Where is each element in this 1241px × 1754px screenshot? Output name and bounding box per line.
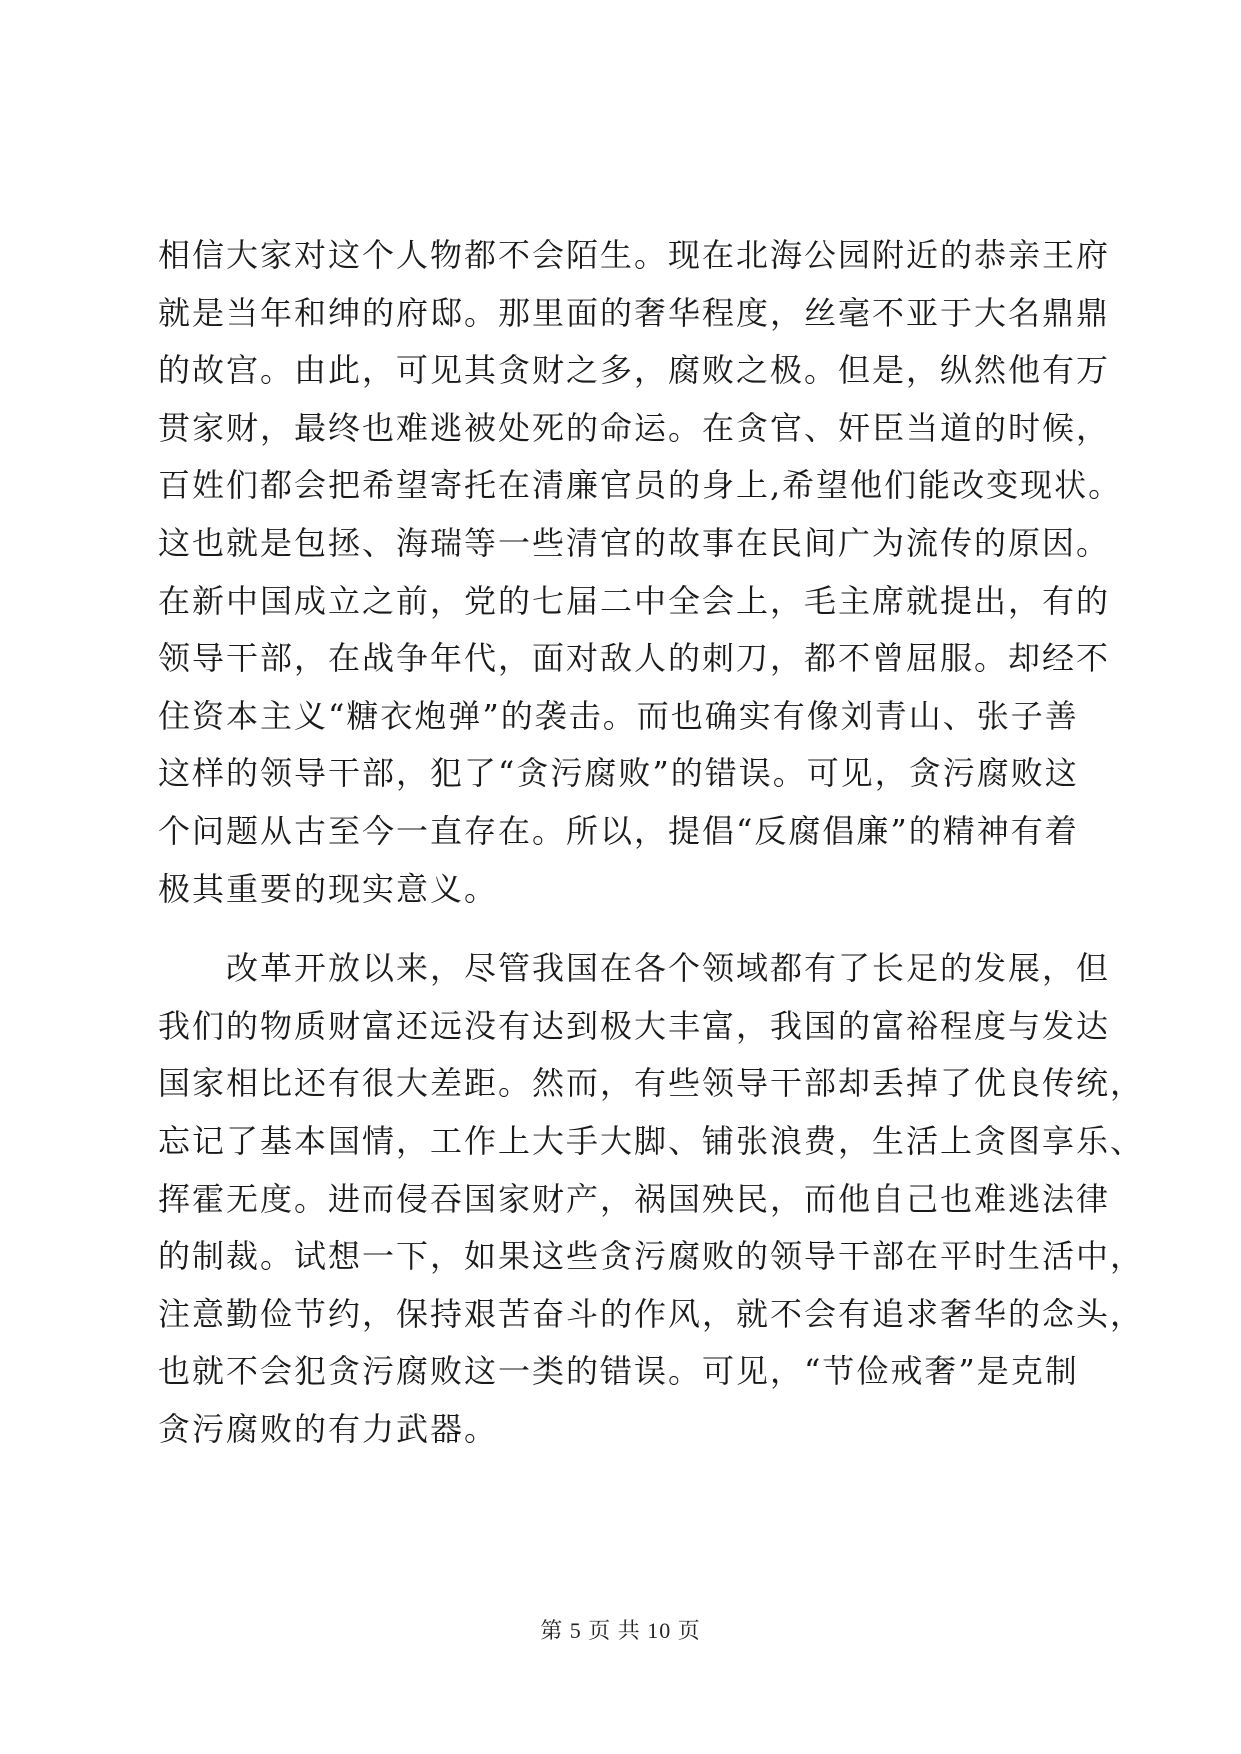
text-line: 挥霍无度。进而侵吞国家财产，祸国殃民，而他自己也难逃法律 bbox=[158, 1179, 1111, 1218]
text-line: 的制裁。试想一下，如果这些贪污腐败的领导干部在平时生活中， bbox=[158, 1237, 1145, 1276]
text-line: 领导干部，在战争年代，面对敌人的刺刀，都不曾屈服。却经不 bbox=[158, 639, 1111, 678]
text-line: 贪污腐败的有力武器。 bbox=[158, 1409, 499, 1448]
text-line: 也就不会犯贪污腐败这一类的错误。可见，“节俭戒奢”是克制 bbox=[158, 1352, 1079, 1391]
paragraph-2 bbox=[158, 940, 1145, 1458]
paragraph-gap bbox=[158, 918, 1088, 940]
text-line: 的故宫。由此，可见其贪财之多，腐败之极。但是，纵然他有万 bbox=[158, 351, 1111, 390]
text-line: 就是当年和绅的府邸。那里面的奢华程度，丝毫不亚于大名鼎鼎 bbox=[158, 293, 1111, 332]
text-line: 忘记了基本国情，工作上大手大脚、铺张浪费，生活上贪图享乐、 bbox=[158, 1121, 1145, 1160]
text-line: 我们的物质财富还远没有达到极大丰富，我国的富裕程度与发达 bbox=[158, 1006, 1111, 1045]
page-footer: 第 5 页 共 10 页 bbox=[540, 1618, 701, 1643]
text-line: 百姓们都会把希望寄托在清廉官员的身上,希望他们能改变现状。 bbox=[158, 466, 1123, 505]
body-text bbox=[158, 227, 1145, 1458]
text-line: 这样的领导干部，犯了“贪污腐败”的错误。可见，贪污腐败这 bbox=[158, 754, 1079, 793]
text-line: 相信大家对这个人物都不会陌生。现在北海公园附近的恭亲王府 bbox=[158, 236, 1111, 274]
text-line: 这也就是包拯、海瑞等一些清官的故事在民间广为流传的原因。 bbox=[158, 523, 1111, 562]
text-line: 个问题从古至今一直存在。所以，提倡“反腐倡廉”的精神有着 bbox=[158, 811, 1079, 850]
text-line: 国家相比还有很大差距。然而，有些领导干部却丢掉了优良传统， bbox=[158, 1064, 1145, 1103]
text-line: 贯家财，最终也难逃被处死的命运。在贪官、奸臣当道的时候， bbox=[158, 408, 1111, 447]
text-line: 极其重要的现实意义。 bbox=[158, 869, 499, 908]
text-line: 注意勤俭节约，保持艰苦奋斗的作风，就不会有追求奢华的念头， bbox=[158, 1294, 1145, 1333]
paragraph-1 bbox=[158, 227, 1123, 918]
text-line: 在新中国成立之前，党的七届二中全会上，毛主席就提出，有的 bbox=[158, 581, 1111, 620]
text-line: 住资本主义“糖衣炮弹”的袭击。而也确实有像刘青山、张子善 bbox=[158, 696, 1079, 735]
text-line: 改革开放以来，尽管我国在各个领域都有了长足的发展，但 bbox=[158, 949, 1111, 988]
